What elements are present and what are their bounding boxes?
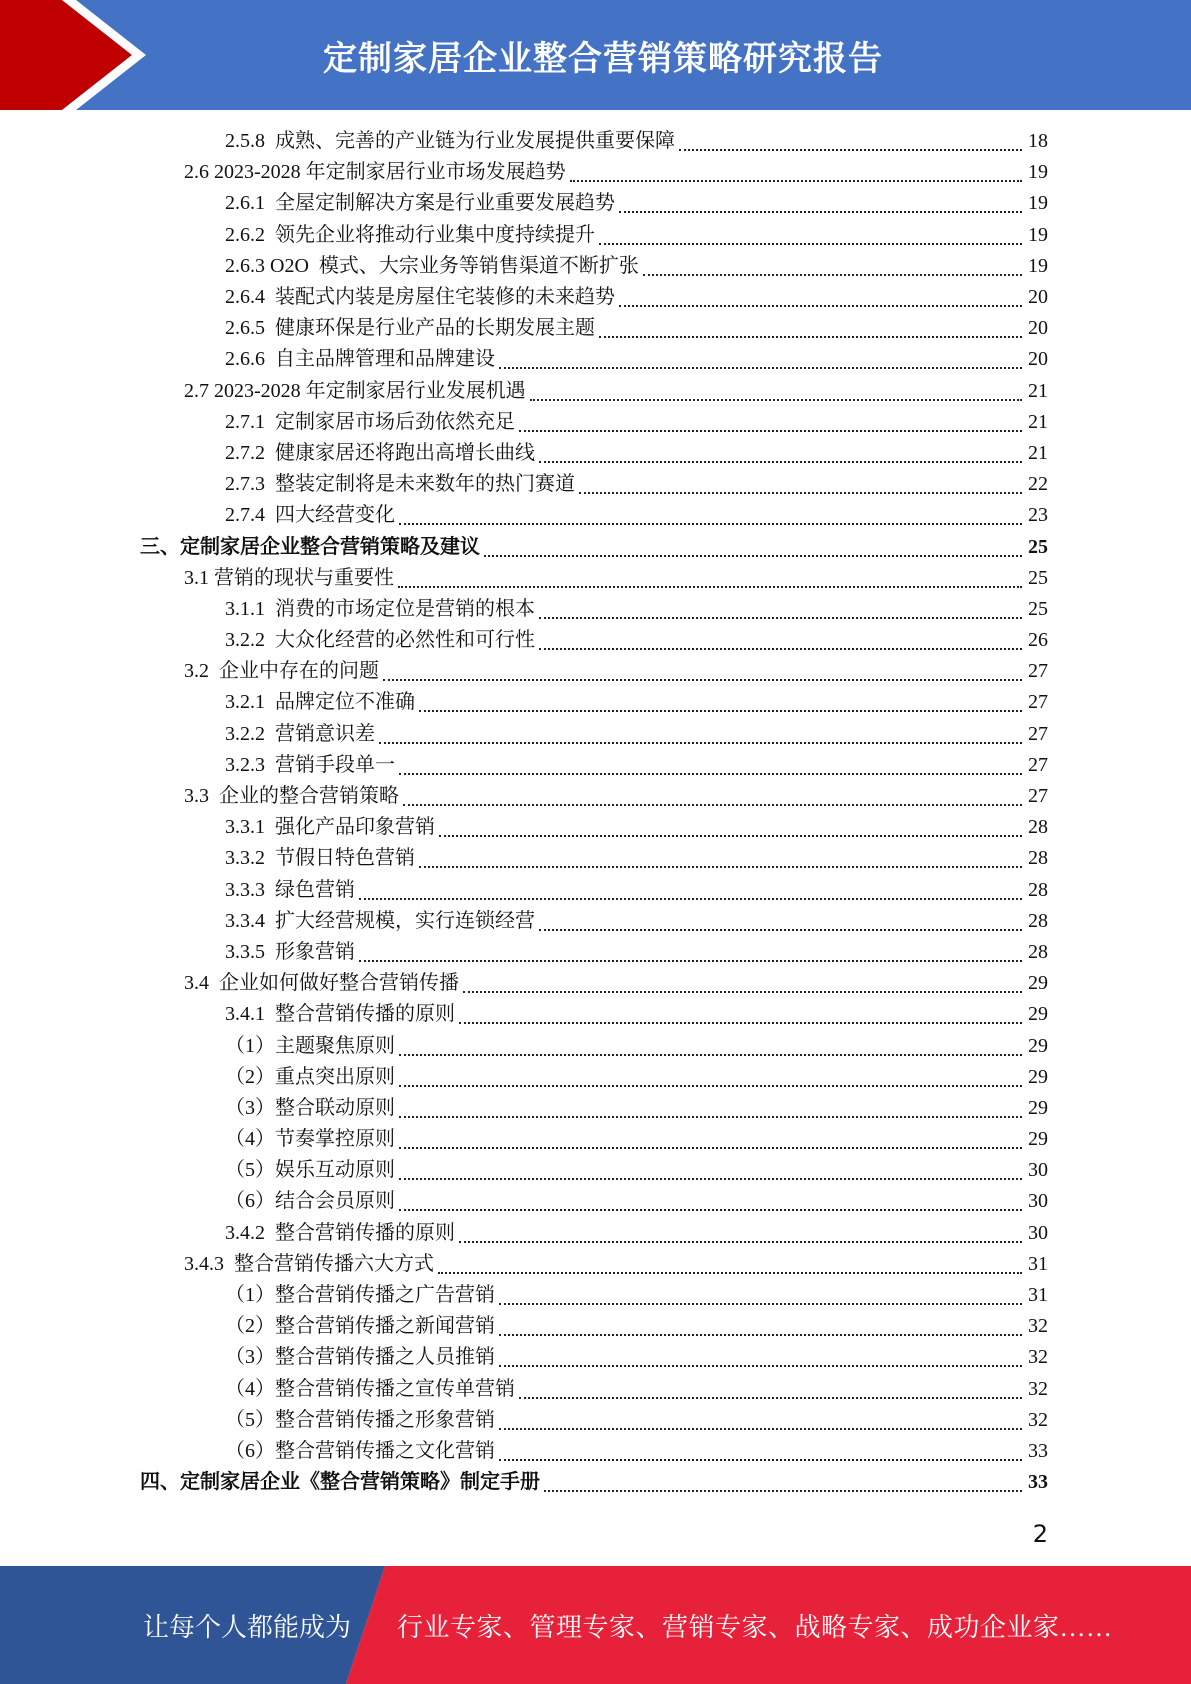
toc-entry-page: 29 <box>1028 1065 1048 1088</box>
toc-entry-page: 21 <box>1028 410 1048 433</box>
dot-leader <box>439 834 1022 837</box>
toc-entry-page: 32 <box>1028 1377 1048 1400</box>
toc-entry-page: 19 <box>1028 254 1048 277</box>
toc-entry-page: 33 <box>1028 1439 1048 1462</box>
toc-entry-leader <box>225 1311 1022 1342</box>
dot-leader <box>399 522 1022 525</box>
toc-entry[interactable] <box>0 531 1191 562</box>
toc-entry-title: （2）重点突出原则 <box>225 1065 395 1088</box>
toc-entry[interactable] <box>0 906 1191 937</box>
toc-entry-page: 33 <box>1028 1471 1048 1494</box>
toc-entry-title: 3.1 营销的现状与重要性 <box>184 566 394 589</box>
dot-leader <box>499 1458 1022 1461</box>
toc-entry-page: 20 <box>1028 348 1048 371</box>
toc-entry-title: （3）整合营销传播之人员推销 <box>225 1346 495 1369</box>
dot-leader <box>519 429 1022 432</box>
toc-entry-leader <box>225 1218 1022 1249</box>
toc-entry-leader <box>225 282 1022 313</box>
toc-entry-leader <box>225 1031 1022 1062</box>
toc-entry-leader <box>184 781 1022 812</box>
toc-entry-page: 25 <box>1028 535 1048 558</box>
toc-entry-page: 22 <box>1028 473 1048 496</box>
toc-entry-title: 3.4.3 整合营销传播六大方式 <box>184 1252 434 1275</box>
toc-entry-title: 2.6.6 自主品牌管理和品牌建设 <box>225 348 495 371</box>
toc-entry-title: 2.7.4 四大经营变化 <box>225 504 395 527</box>
toc-entry[interactable] <box>0 1218 1191 1249</box>
toc-entry[interactable] <box>0 843 1191 874</box>
toc-entry-title: 3.3 企业的整合营销策略 <box>184 785 399 808</box>
dot-leader <box>438 1271 1022 1274</box>
dot-leader <box>499 1427 1022 1430</box>
dot-leader <box>499 1302 1022 1305</box>
toc-entry-title: 2.7.3 整装定制将是未来数年的热门赛道 <box>225 473 575 496</box>
toc-entry-leader <box>225 937 1022 968</box>
toc-entry[interactable] <box>0 1155 1191 1186</box>
dot-leader <box>484 554 1022 557</box>
toc-entry-title: 3.2 企业中存在的问题 <box>184 660 379 683</box>
toc-entry-leader <box>184 1249 1022 1280</box>
toc-entry-title: 3.2.1 品牌定位不准确 <box>225 691 415 714</box>
dot-leader <box>379 741 1022 744</box>
toc-entry[interactable] <box>0 1467 1191 1498</box>
toc-entry-page: 18 <box>1028 130 1048 153</box>
toc-entry-leader <box>225 1405 1022 1436</box>
toc-entry-title: 2.5.8 成熟、完善的产业链为行业发展提供重要保障 <box>225 130 675 153</box>
toc-entry-title: 3.3.5 形象营销 <box>225 940 355 963</box>
toc-entry-title: 2.7.2 健康家居还将跑出高增长曲线 <box>225 441 535 464</box>
dot-leader <box>399 1084 1022 1087</box>
dot-leader <box>539 647 1022 650</box>
toc-entry[interactable] <box>0 563 1191 594</box>
dot-leader <box>519 1396 1022 1399</box>
toc-entry-page: 29 <box>1028 972 1048 995</box>
toc-entry-leader <box>225 251 1022 282</box>
dot-leader <box>499 366 1022 369</box>
toc-entry[interactable] <box>0 407 1191 438</box>
toc-entry-title: 3.4.1 整合营销传播的原则 <box>225 1003 455 1026</box>
toc-entry-page: 30 <box>1028 1190 1048 1213</box>
dot-leader <box>599 242 1022 245</box>
table-of-contents <box>0 126 1191 1498</box>
toc-entry-title: 2.6.5 健康环保是行业产品的长期发展主题 <box>225 317 595 340</box>
toc-entry-page: 25 <box>1028 597 1048 620</box>
dot-leader <box>359 897 1022 900</box>
toc-entry-page: 28 <box>1028 816 1048 839</box>
toc-entry-page: 27 <box>1028 785 1048 808</box>
footer-slogan-right: 行业专家、管理专家、营销专家、战略专家、成功企业家…… <box>397 1612 1113 1642</box>
toc-entry-title: 2.6.1 全屋定制解决方案是行业重要发展趋势 <box>225 192 615 215</box>
toc-entry-page: 29 <box>1028 1003 1048 1026</box>
toc-entry[interactable] <box>0 1249 1191 1280</box>
toc-entry[interactable] <box>0 594 1191 625</box>
dot-leader <box>459 1021 1022 1024</box>
toc-entry-title: 2.6.3 O2O 模式、大宗业务等销售渠道不断扩张 <box>225 254 639 277</box>
toc-entry-leader <box>225 719 1022 750</box>
dot-leader <box>539 616 1022 619</box>
toc-entry[interactable] <box>0 1342 1191 1373</box>
toc-entry[interactable] <box>0 126 1191 157</box>
toc-entry-title: （2）整合营销传播之新闻营销 <box>225 1315 495 1338</box>
toc-entry[interactable] <box>0 1311 1191 1342</box>
toc-entry-title: 2.7 2023-2028 年定制家居行业发展机遇 <box>184 379 526 402</box>
dot-leader <box>539 928 1022 931</box>
toc-entry-page: 29 <box>1028 1096 1048 1119</box>
toc-entry-title: （6）整合营销传播之文化营销 <box>225 1439 495 1462</box>
dot-leader <box>499 1333 1022 1336</box>
dot-leader <box>530 398 1022 401</box>
toc-entry-title: （1）整合营销传播之广告营销 <box>225 1284 495 1307</box>
toc-entry[interactable] <box>0 282 1191 313</box>
toc-entry-page: 32 <box>1028 1346 1048 1369</box>
toc-entry[interactable] <box>0 875 1191 906</box>
page-number: 2 <box>1032 1520 1048 1548</box>
toc-entry-title: 3.2.2 大众化经营的必然性和可行性 <box>225 629 535 652</box>
toc-entry-leader <box>184 563 1022 594</box>
toc-entry-page: 19 <box>1028 192 1048 215</box>
toc-entry-leader <box>225 1374 1022 1405</box>
header-band <box>0 0 1191 110</box>
toc-entry-title: 3.3.4 扩大经营规模，实行连锁经营 <box>225 909 535 932</box>
toc-entry-page: 27 <box>1028 722 1048 745</box>
dot-leader <box>459 1240 1022 1243</box>
toc-entry-page: 30 <box>1028 1159 1048 1182</box>
toc-entry-leader <box>225 999 1022 1030</box>
dot-leader <box>499 1364 1022 1367</box>
toc-entry[interactable] <box>0 1030 1191 1061</box>
toc-entry[interactable] <box>0 1374 1191 1405</box>
toc-entry-leader <box>225 1342 1022 1373</box>
toc-entry-leader <box>225 1436 1022 1467</box>
dot-leader <box>619 304 1022 307</box>
toc-entry-leader <box>184 656 1022 687</box>
dot-leader <box>599 335 1022 338</box>
toc-entry[interactable] <box>0 625 1191 656</box>
toc-entry[interactable] <box>0 781 1191 812</box>
toc-entry-leader <box>225 1062 1022 1093</box>
toc-entry-title: 3.2.2 营销意识差 <box>225 722 375 745</box>
toc-entry-leader <box>225 625 1022 656</box>
toc-entry-page: 32 <box>1028 1315 1048 1338</box>
toc-entry-leader <box>225 1093 1022 1124</box>
document-title: 定制家居企业整合营销策略研究报告 <box>323 38 883 79</box>
toc-entry-leader <box>225 906 1022 937</box>
toc-entry[interactable] <box>0 1062 1191 1093</box>
dot-leader <box>399 1177 1022 1180</box>
toc-entry[interactable] <box>0 656 1191 687</box>
toc-entry-leader <box>225 438 1022 469</box>
toc-entry-page: 20 <box>1028 286 1048 309</box>
toc-entry-leader <box>184 968 1022 999</box>
toc-entry-leader <box>225 1280 1022 1311</box>
dot-leader <box>679 148 1022 151</box>
toc-entry-title: （4）整合营销传播之宣传单营销 <box>225 1377 515 1400</box>
toc-entry-title: 2.6.2 领先企业将推动行业集中度持续提升 <box>225 223 595 246</box>
toc-entry[interactable] <box>0 1186 1191 1217</box>
toc-entry[interactable] <box>0 812 1191 843</box>
toc-entry-leader <box>225 1186 1022 1217</box>
toc-entry-title: （1）主题聚焦原则 <box>225 1034 395 1057</box>
dot-leader <box>539 460 1022 463</box>
toc-entry-leader <box>225 500 1022 531</box>
toc-entry-leader <box>225 344 1022 375</box>
dot-leader <box>359 959 1022 962</box>
dot-leader <box>399 1208 1022 1211</box>
toc-entry[interactable] <box>0 1280 1191 1311</box>
toc-entry-leader <box>140 532 1022 563</box>
toc-entry-leader <box>225 1155 1022 1186</box>
toc-entry[interactable] <box>0 376 1191 407</box>
toc-entry-leader <box>225 843 1022 874</box>
toc-entry-leader <box>225 188 1022 219</box>
dot-leader <box>403 803 1022 806</box>
toc-entry-leader <box>225 687 1022 718</box>
toc-entry[interactable] <box>0 157 1191 188</box>
toc-entry[interactable] <box>0 937 1191 968</box>
toc-entry[interactable] <box>0 750 1191 781</box>
toc-entry-page: 27 <box>1028 691 1048 714</box>
toc-entry-title: 2.7.1 定制家居市场后劲依然充足 <box>225 410 515 433</box>
toc-entry-title: （5）娱乐互动原则 <box>225 1159 395 1182</box>
toc-entry-page: 29 <box>1028 1034 1048 1057</box>
toc-entry-title: 2.6.4 装配式内装是房屋住宅装修的未来趋势 <box>225 286 615 309</box>
toc-entry-page: 25 <box>1028 566 1048 589</box>
dot-leader <box>399 1053 1022 1056</box>
toc-entry[interactable] <box>0 251 1191 282</box>
dot-leader <box>399 1146 1022 1149</box>
toc-entry-leader <box>225 220 1022 251</box>
toc-entry-page: 21 <box>1028 441 1048 464</box>
toc-entry-leader <box>184 157 1022 188</box>
toc-entry-leader <box>225 594 1022 625</box>
dot-leader <box>398 585 1022 588</box>
toc-entry[interactable] <box>0 313 1191 344</box>
toc-entry[interactable] <box>0 999 1191 1030</box>
toc-entry-page: 30 <box>1028 1221 1048 1244</box>
toc-entry-page: 29 <box>1028 1128 1048 1151</box>
toc-entry[interactable] <box>0 1124 1191 1155</box>
toc-entry[interactable] <box>0 968 1191 999</box>
toc-entry-title: 3.4.2 整合营销传播的原则 <box>225 1221 455 1244</box>
toc-entry-leader <box>140 1467 1022 1498</box>
toc-entry-page: 28 <box>1028 909 1048 932</box>
toc-entry-page: 23 <box>1028 504 1048 527</box>
toc-entry-page: 31 <box>1028 1284 1048 1307</box>
toc-entry-title: （3）整合联动原则 <box>225 1096 395 1119</box>
toc-entry[interactable] <box>0 1093 1191 1124</box>
toc-entry-page: 28 <box>1028 940 1048 963</box>
dot-leader <box>570 179 1022 182</box>
toc-entry-leader <box>225 126 1022 157</box>
toc-entry[interactable] <box>0 438 1191 469</box>
dot-leader <box>419 865 1022 868</box>
toc-entry-page: 32 <box>1028 1408 1048 1431</box>
toc-entry[interactable] <box>0 220 1191 251</box>
footer-slogan-left: 让每个人都能成为 <box>143 1612 352 1642</box>
toc-entry-page: 27 <box>1028 753 1048 776</box>
toc-entry-page: 20 <box>1028 317 1048 340</box>
dot-leader <box>619 210 1022 213</box>
dot-leader <box>399 1115 1022 1118</box>
toc-entry-title: 三、定制家居企业整合营销策略及建议 <box>140 535 480 558</box>
dot-leader <box>383 678 1022 681</box>
toc-entry-leader <box>184 376 1022 407</box>
toc-entry-leader <box>225 407 1022 438</box>
toc-entry[interactable] <box>0 188 1191 219</box>
toc-entry-page: 21 <box>1028 379 1048 402</box>
toc-entry[interactable] <box>0 1436 1191 1467</box>
toc-entry[interactable] <box>0 719 1191 750</box>
toc-entry-title: （6）结合会员原则 <box>225 1190 395 1213</box>
toc-entry-page: 27 <box>1028 660 1048 683</box>
toc-entry-title: 3.4 企业如何做好整合营销传播 <box>184 972 459 995</box>
toc-entry-title: 3.3.3 绿色营销 <box>225 878 355 901</box>
toc-entry-title: 3.3.1 强化产品印象营销 <box>225 816 435 839</box>
dot-leader <box>544 1489 1022 1492</box>
toc-entry-title: 3.2.3 营销手段单一 <box>225 753 395 776</box>
toc-entry[interactable] <box>0 469 1191 500</box>
dot-leader <box>419 709 1022 712</box>
toc-entry-leader <box>225 313 1022 344</box>
dot-leader <box>463 990 1022 993</box>
toc-entry-page: 19 <box>1028 161 1048 184</box>
toc-entry[interactable] <box>0 687 1191 718</box>
toc-entry-title: 3.3.2 节假日特色营销 <box>225 847 415 870</box>
toc-entry-leader <box>225 812 1022 843</box>
toc-entry-title: （4）节奏掌控原则 <box>225 1128 395 1151</box>
toc-entry-title: 3.1.1 消费的市场定位是营销的根本 <box>225 597 535 620</box>
dot-leader <box>579 491 1022 494</box>
toc-entry-leader <box>225 875 1022 906</box>
toc-entry-leader <box>225 750 1022 781</box>
dot-leader <box>399 772 1022 775</box>
toc-entry-page: 19 <box>1028 223 1048 246</box>
toc-entry[interactable] <box>0 500 1191 531</box>
dot-leader <box>643 273 1022 276</box>
footer-band <box>0 1566 1191 1684</box>
toc-entry-page: 26 <box>1028 629 1048 652</box>
toc-entry-page: 31 <box>1028 1252 1048 1275</box>
toc-entry[interactable] <box>0 344 1191 375</box>
toc-entry-page: 28 <box>1028 878 1048 901</box>
toc-entry-leader <box>225 1124 1022 1155</box>
toc-entry-page: 28 <box>1028 847 1048 870</box>
toc-entry[interactable] <box>0 1405 1191 1436</box>
toc-entry-leader <box>225 469 1022 500</box>
toc-entry-title: 2.6 2023-2028 年定制家居行业市场发展趋势 <box>184 161 566 184</box>
toc-entry-title: 四、定制家居企业《整合营销策略》制定手册 <box>140 1471 540 1494</box>
toc-entry-title: （5）整合营销传播之形象营销 <box>225 1408 495 1431</box>
